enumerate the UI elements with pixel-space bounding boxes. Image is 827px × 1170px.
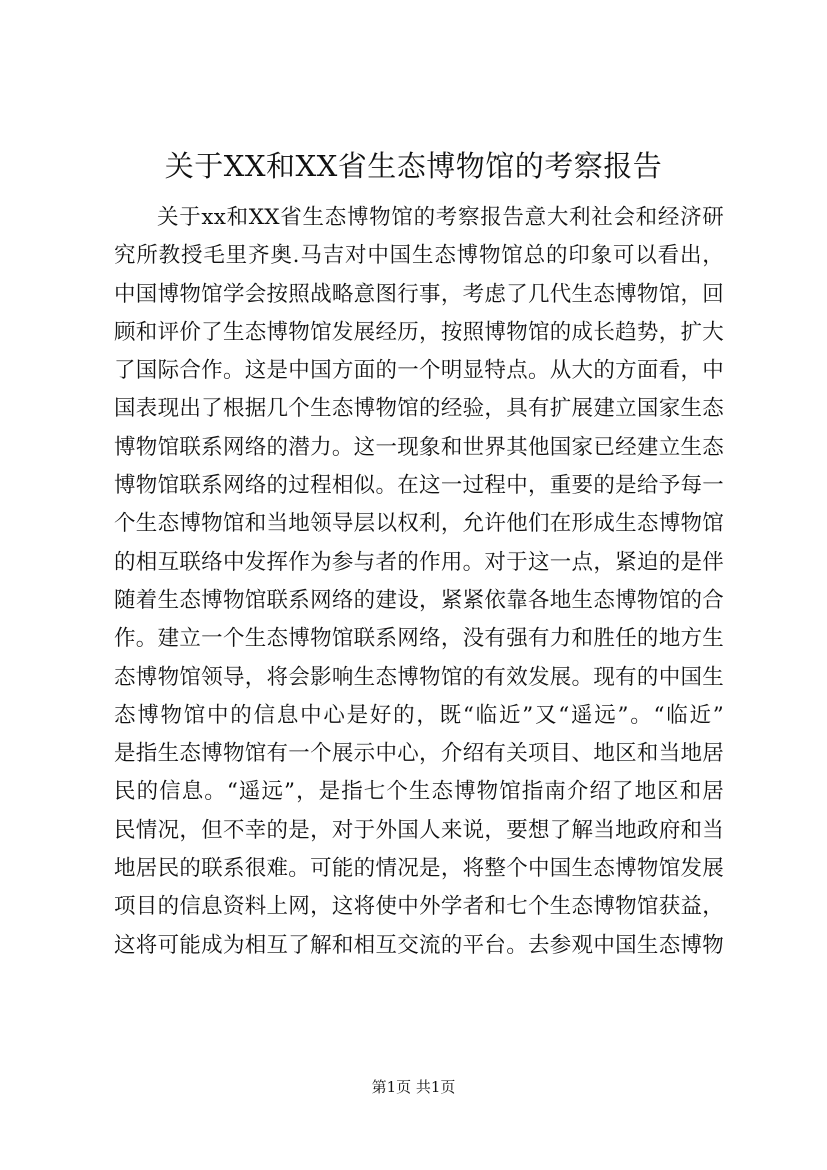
body-line: 关于xx和XX省生态博物馆的考察报告意大利社会和经济研 [157, 205, 724, 230]
body-line: 随着生态博物馆联系网络的建设，紧紧依靠各地生态博物馆的合 [114, 587, 724, 613]
body-line: 中国博物馆学会按照战略意图行事，考虑了几代生态博物馆，回 [114, 281, 724, 307]
body-line: 顾和评价了生态博物馆发展经历，按照博物馆的成长趋势，扩大 [114, 319, 724, 345]
body-line: 个生态博物馆和当地领导层以权利，允许他们在形成生态博物馆 [114, 511, 724, 537]
body-line: 地居民的联系很难。可能的情况是，将整个中国生态博物馆发展 [114, 856, 724, 882]
body-line: 态博物馆领导，将会影响生态博物馆的有效发展。现有的中国生 [114, 664, 724, 690]
body-line: 国表现出了根据几个生态博物馆的经验，具有扩展建立国家生态 [114, 396, 724, 422]
body-line: 的相互联络中发挥作为参与者的作用。对于这一点，紧迫的是伴 [114, 549, 724, 575]
body-line: 究所教授毛里齐奥.马吉对中国生态博物馆总的印象可以看出， [114, 243, 724, 269]
body-line: 是指生态博物馆有一个展示中心，介绍有关项目、地区和当地居 [114, 741, 724, 767]
body-line: 作。建立一个生态博物馆联系网络，没有强有力和胜任的地方生 [114, 626, 724, 652]
body-line: 态博物馆中的信息中心是好的，既“临近”又“遥远”。“临近” [114, 702, 724, 728]
body-line: 民的信息。“遥远”，是指七个生态博物馆指南介绍了地区和居 [114, 779, 724, 805]
document-body [114, 199, 724, 965]
document-title: 关于XX和XX省生态博物馆的考察报告 [164, 149, 663, 183]
body-line: 这将可能成为相互了解和相互交流的平台。去参观中国生态博物 [114, 932, 724, 958]
body-line: 博物馆联系网络的潜力。这一现象和世界其他国家已经建立生态 [114, 434, 724, 460]
body-line: 博物馆联系网络的过程相似。在这一过程中，重要的是给予每一 [114, 473, 724, 499]
page-footer: 第1页 共1页 [371, 1078, 456, 1096]
body-line: 民情况，但不幸的是，对于外国人来说，要想了解当地政府和当 [114, 817, 724, 843]
body-line: 项目的信息资料上网，这将使中外学者和七个生态博物馆获益， [114, 894, 724, 920]
body-line: 了国际合作。这是中国方面的一个明显特点。从大的方面看，中 [114, 358, 724, 384]
